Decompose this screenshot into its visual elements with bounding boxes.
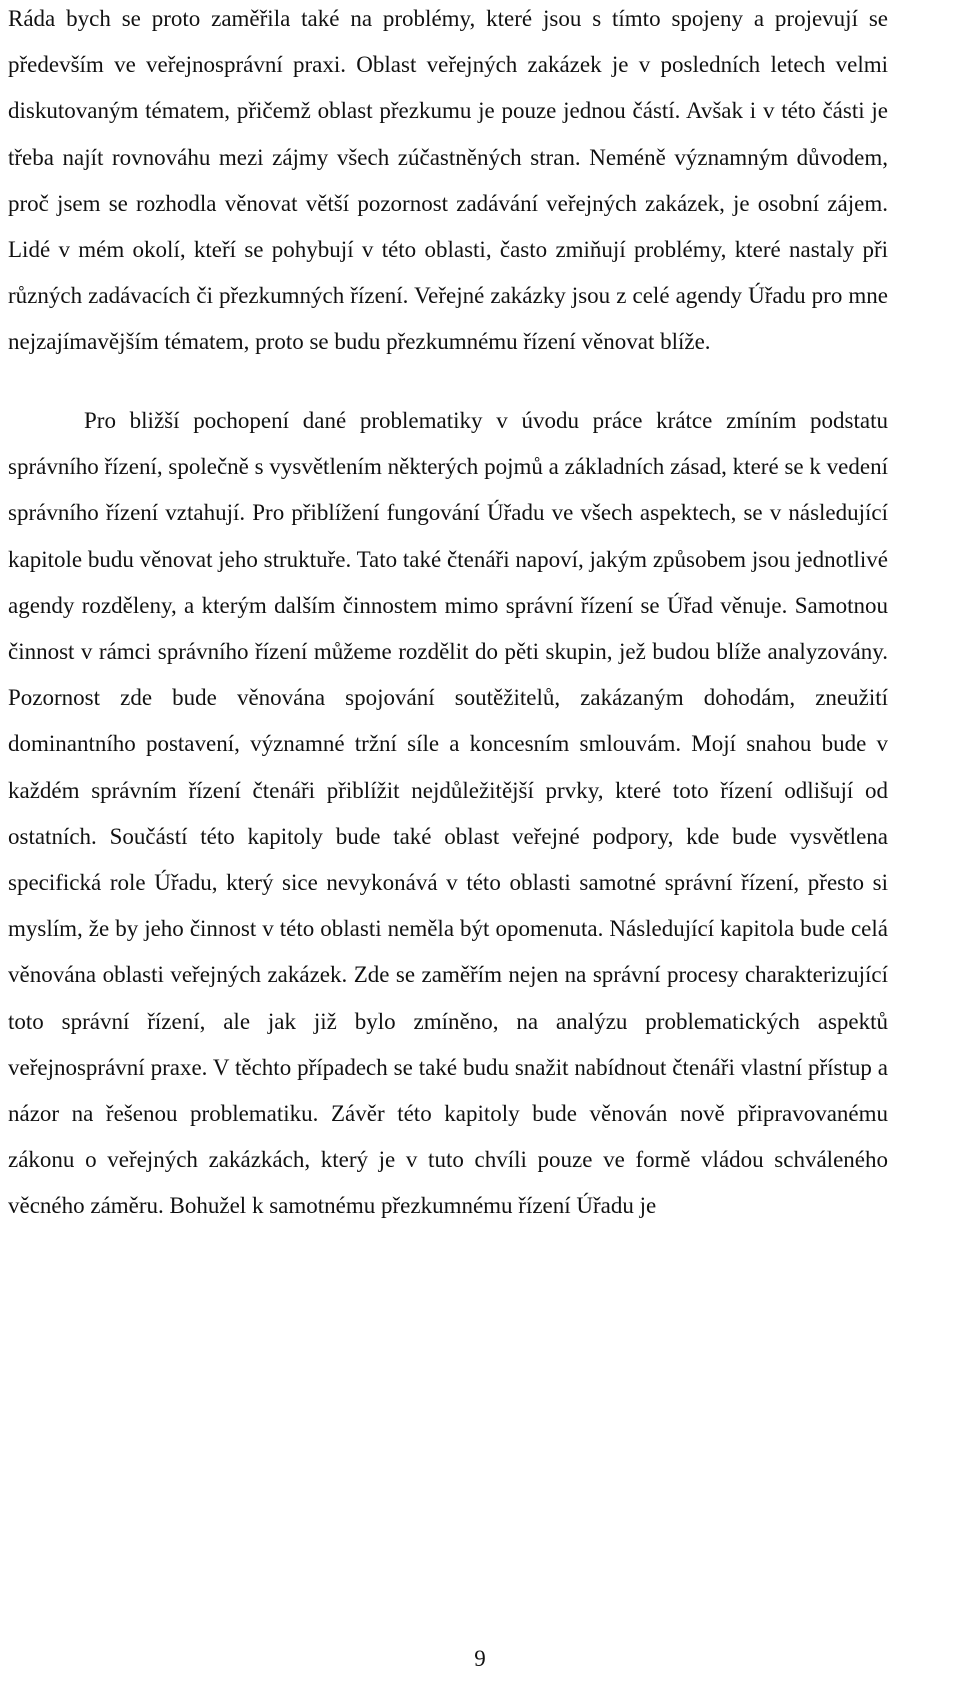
paragraph-overview: Pro bližší pochopení dané problematiky v úvodu práce krátce zmíním podstatu správního řízení, společně s vysvětlením některých pojmů a základních zásad, které se k vedení správního řízení vztahují. Pro přiblížení fungování Úřadu ve všech aspektech, se v následující kapitole budu věnovat jeho struktuře. Tato také čtenáři napoví, jakým způsobem jsou jednotlivé agendy rozděleny, a kterým dalším činnostem mimo správní řízení se Úřad věnuje. Samotnou činnost v rámci správního řízení můžeme rozdělit do pěti skupin, jež budou blíže analyzovány. Pozornost zde bude věnována spojování soutěžitelů, zakázaným dohodám, zneužití dominantního postavení, významné tržní síle a koncesním smlouvám. Mojí snahou bude v každém správním řízení čtenáři přiblížit nejdůležitější prvky, které toto řízení odlišují od ostatních. Součástí této kapitoly bude také oblast veřejné podpory, kde bude vysvětlena specifická role Úřadu, který sice nevykonává v této oblasti samotné správní řízení, přesto si myslím, že by jeho činnost v této oblasti neměla být opomenuta. Následující kapitola bude celá věnována oblasti veřejných zakázek. Zde se zaměřím nejen na správní procesy charakterizující toto správní řízení, ale jak již bylo zmíněno, na analýzu problematických aspektů veřejnosprávní praxe. V těchto případech se také budu snažit nabídnout čtenáři vlastní přístup a názor na řešenou problematiku. Závěr této kapitoly bude věnován nově připravovanému zákonu o veřejných zakázkách, který je v tuto chvíli pouze ve formě vládou schváleného věcného záměru. Bohužel k samotnému přezkumnému řízení Úřadu je <box>8 408 888 1219</box>
body-text-main <box>8 398 888 1230</box>
page-number: 9 <box>474 1646 486 1671</box>
paragraph-continuation: Ráda bych se proto zaměřila také na problémy, které jsou s tímto spojeny a projevují se především ve veřejnosprávní praxi. Oblast veřejných zakázek je v posledních letech velmi diskutovaným tématem, přičemž oblast přezkumu je pouze jednou částí. Avšak i v této části je třeba najít rovnováhu mezi zájmy všech zúčastněných stran. Neméně významným důvodem, proč jsem se rozhodla věnovat větší pozornost zadávání veřejných zakázek, je osobní zájem. Lidé v mém okolí, kteří se pohybují v této oblasti, často zmiňují problémy, které nastaly při různých zadávacích či přezkumných řízení. Veřejné zakázky jsou z celé agendy Úřadu pro mne nejzajímavějším tématem, proto se budu přezkumnému řízení věnovat blíže. <box>8 6 888 355</box>
body-text-top <box>8 0 888 366</box>
